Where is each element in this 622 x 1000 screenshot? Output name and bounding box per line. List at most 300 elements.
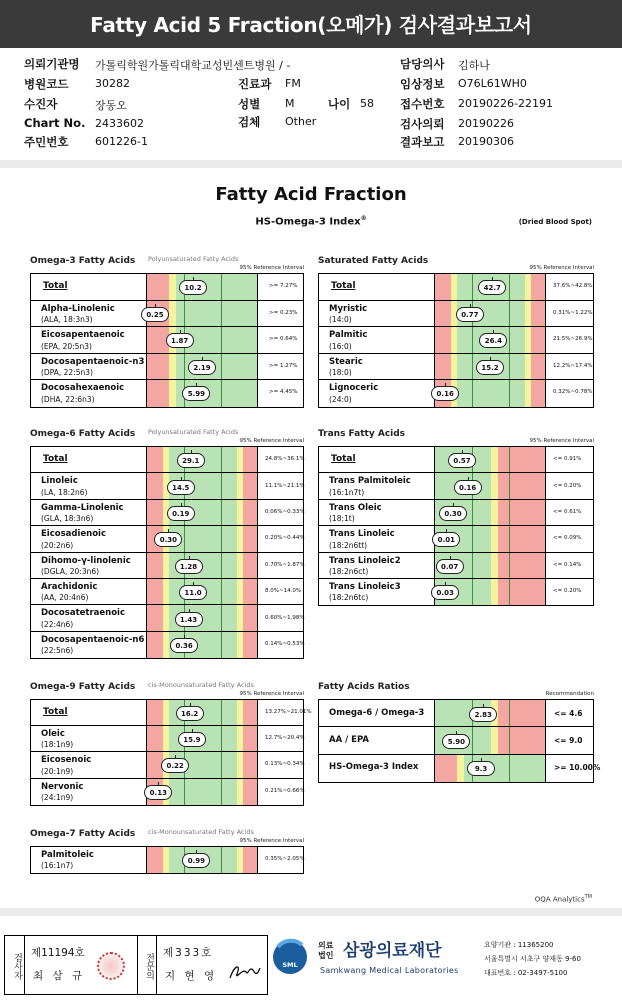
range-zone: [243, 605, 258, 630]
doctor-label: 담당의사: [400, 57, 445, 71]
row-abbr: (GLA, 18:3n6): [41, 514, 94, 524]
range-zone: [457, 755, 464, 782]
value-tick: [184, 635, 185, 638]
range-zone: [451, 274, 458, 300]
report-title: Fatty Acid 5 Fraction(오메가) 검사결과보고서: [90, 13, 532, 37]
row-name: Total: [43, 454, 68, 465]
range-zone: [243, 700, 258, 725]
saturated-table: [318, 273, 594, 408]
org-english: Samkwang Medical Laboratories: [320, 966, 459, 975]
range-zone: [525, 354, 532, 380]
range-zone: [169, 301, 176, 327]
value-tick: [490, 357, 491, 360]
oqa-label: [535, 894, 592, 903]
row-name: Linoleic: [41, 476, 78, 487]
reference-range: 0.32%~0.78%: [553, 389, 593, 396]
saturated-title: Saturated Fatty Acids: [318, 256, 429, 266]
range-zone: [435, 755, 457, 782]
row-name: Eicosadienoic: [41, 529, 106, 540]
range-zone: [169, 274, 176, 300]
inst-label: 의뢰기관명: [24, 57, 80, 71]
range-zone: [237, 447, 244, 472]
receipt-label: 접수번호: [400, 97, 445, 111]
doctor-no: 제333호: [163, 947, 214, 959]
table-row: [31, 553, 303, 579]
range-zone: [147, 500, 163, 525]
trans-title: Trans Fatty Acids: [318, 429, 406, 439]
reference-range: 0.31%~1.22%: [553, 309, 593, 316]
range-zone: [531, 327, 546, 353]
value-tick: [168, 529, 169, 532]
row-name: Myristic: [329, 303, 368, 314]
org-name: 삼광의료재단: [343, 941, 442, 961]
row-name: Dihomo-γ-linolenic: [41, 555, 131, 566]
range-zone: [498, 700, 546, 726]
omega3-subtitle: Polyunsaturated Fatty Acids: [148, 255, 239, 263]
reference-range: <= 0.91%: [553, 456, 582, 463]
grid-line: [184, 779, 185, 805]
reference-range: 0.20%~0.44%: [265, 535, 305, 542]
value-tick: [180, 330, 181, 333]
value-tick: [158, 782, 159, 785]
value-bubble: 0.30: [439, 506, 467, 521]
range-bar: [434, 473, 546, 498]
value-bubble: 0.13: [144, 785, 172, 800]
row-abbr: (16:1n7t): [329, 487, 365, 497]
org-prefix2: 법인: [318, 951, 334, 960]
table-row: [319, 579, 593, 605]
value-tick: [462, 450, 463, 453]
range-zone: [498, 553, 546, 578]
value-bubble: 0.03: [431, 585, 459, 600]
value-tick: [193, 582, 194, 585]
range-zone: [147, 847, 163, 873]
table-row: [319, 301, 593, 328]
value-bubble: 0.57: [448, 453, 476, 468]
range-zone: [163, 605, 170, 630]
grid-line: [509, 579, 510, 605]
range-zone: [498, 500, 546, 525]
range-zone: [147, 447, 163, 472]
range-zone: [451, 327, 458, 353]
table-row: [31, 779, 303, 805]
grid-line: [221, 301, 222, 327]
value-bubble: 15.2: [476, 360, 504, 375]
saturated-ref-label: 95% Reference Interval: [529, 265, 594, 271]
sex-label: 성별: [238, 97, 261, 111]
tester-seal: [97, 952, 125, 980]
range-zone: [498, 447, 546, 472]
range-zone: [163, 579, 170, 604]
range-zone: [491, 727, 498, 753]
value-bubble: 1.87: [166, 333, 194, 348]
row-abbr: (24:0): [329, 394, 352, 404]
sample-type: (Dried Blood Spot): [518, 218, 592, 226]
range-zone: [147, 274, 169, 300]
reference-range: 0.60%~1.98%: [265, 614, 305, 621]
grid-line: [221, 500, 222, 525]
grid-line: [509, 380, 510, 407]
inst-value: 가톨릭학원가톨릭대학교성빈센트병원 / -: [95, 59, 291, 72]
grid-line: [221, 553, 222, 578]
row-abbr: (DGLA, 20:3n6): [41, 566, 100, 576]
value-tick: [456, 731, 457, 734]
dept-label: 진료과: [238, 77, 272, 91]
resid-value: 601226-1: [95, 135, 148, 148]
omega3-title: Omega-3 Fatty Acids: [30, 256, 136, 266]
grid-line: [221, 274, 222, 300]
range-bar: [146, 473, 258, 498]
value-bubble: 0.16: [454, 480, 482, 495]
range-zone: [531, 380, 546, 407]
value-tick: [189, 609, 190, 612]
value-bubble: 1.43: [175, 612, 203, 627]
row-abbr: (16:1n7): [41, 861, 74, 870]
range-zone: [169, 779, 236, 805]
range-zone: [163, 726, 170, 751]
index-label: HS-Omega-3 Index: [255, 216, 361, 228]
range-zone: [525, 274, 532, 300]
omega3-table: [30, 273, 304, 408]
row-name: Docosapentaenoic-n3: [41, 356, 145, 367]
range-zone: [531, 301, 546, 327]
range-zone: [237, 847, 244, 873]
range-zone: [147, 380, 169, 407]
range-zone: [163, 847, 170, 873]
reference-range: <= 0.09%: [553, 535, 582, 542]
range-zone: [243, 779, 258, 805]
value-bubble: 5.90: [442, 734, 470, 749]
reference-range: 12.7%~20.4%: [265, 735, 305, 742]
range-zone: [163, 700, 170, 725]
range-zone: [243, 500, 258, 525]
patient-info: [0, 52, 622, 152]
row-name: Total: [331, 454, 356, 465]
clinical-value: O76L61WH0: [458, 77, 527, 90]
chart-value: 2433602: [95, 117, 144, 130]
grid-line: [509, 500, 510, 525]
value-bubble: 11.0: [179, 585, 207, 600]
row-abbr: (24:1n9): [41, 792, 74, 802]
range-zone: [531, 354, 546, 380]
value-tick: [193, 277, 194, 280]
range-zone: [243, 579, 258, 604]
signature-footer: [0, 930, 622, 1000]
range-zone: [237, 779, 244, 805]
table-row: [319, 526, 593, 552]
row-name: Trans Oleic: [329, 502, 382, 513]
range-zone: [243, 632, 258, 658]
reference-range: 0.70%~1.87%: [265, 561, 305, 568]
value-tick: [181, 477, 182, 480]
omega9-subtitle: cis-Monounsaturated Fatty Acids: [148, 681, 254, 689]
sml-logo-icon: [270, 935, 310, 975]
omega9-ref-label: 95% Reference Interval: [239, 691, 304, 697]
row-abbr: (ALA, 18:3n3): [41, 315, 93, 324]
row-name: Palmitic: [329, 330, 368, 340]
value-bubble: 0.19: [167, 506, 195, 521]
recommendation: >= 10.00%: [554, 763, 601, 773]
range-zone: [243, 447, 258, 472]
grid-line: [509, 274, 510, 300]
table-row: [31, 473, 303, 499]
table-row: [319, 700, 593, 727]
table-row: [31, 752, 303, 778]
row-abbr: (20:2n6): [41, 540, 74, 550]
grid-line: [221, 473, 222, 498]
row-name: Trans Linoleic3: [329, 581, 401, 592]
table-row: [319, 354, 593, 381]
grid-line: [509, 327, 510, 353]
range-zone: [237, 579, 244, 604]
sml-logo: [270, 935, 310, 975]
table-row: [31, 354, 303, 381]
grid-line: [472, 354, 473, 380]
range-zone: [243, 726, 258, 751]
table-row: [31, 632, 303, 658]
range-zone: [243, 473, 258, 498]
range-zone: [498, 579, 546, 605]
range-bar: [146, 632, 258, 658]
row-name: Docosatetraenoic: [41, 608, 125, 619]
value-bubble: 29.1: [177, 453, 205, 468]
org-address: 서울특별시 서초구 양재동 9-60: [484, 955, 581, 963]
value-bubble: 15.9: [178, 732, 206, 747]
value-tick: [445, 383, 446, 386]
receipt-value: 20190226-22191: [458, 97, 553, 110]
value-tick: [181, 503, 182, 506]
grid-line: [472, 274, 473, 300]
grid-line: [509, 354, 510, 380]
grid-line: [472, 380, 473, 407]
doctor-value: 김하나: [458, 59, 490, 72]
age-value: 58: [360, 97, 374, 110]
omega9-title: Omega-9 Fatty Acids: [30, 682, 136, 692]
reference-range: <= 0.14%: [553, 561, 582, 568]
tester-name: 최 삼 규: [33, 970, 86, 982]
value-bubble: 10.2: [179, 280, 207, 295]
value-bubble: 0.16: [431, 386, 459, 401]
table-row: [319, 727, 593, 754]
range-zone: [498, 473, 546, 498]
range-zone: [147, 605, 163, 630]
table-row: [31, 605, 303, 631]
reference-range: 0.13%~0.34%: [265, 761, 305, 768]
range-bar: [146, 500, 258, 525]
reference-range: >= 0.23%: [269, 309, 298, 316]
reference-range: <= 0.20%: [553, 588, 582, 595]
grid-line: [472, 553, 473, 578]
table-row: [31, 274, 303, 301]
doctor-sign-label: 전문의: [137, 936, 157, 994]
grid-line: [221, 579, 222, 604]
row-name: Docosahexaenoic: [41, 383, 125, 393]
value-bubble: 5.99: [182, 386, 210, 401]
omega7-title: Omega-7 Fatty Acids: [30, 829, 136, 839]
table-row: [319, 500, 593, 526]
row-abbr: (18:1t): [329, 514, 355, 524]
row-name: Total: [43, 281, 68, 292]
row-abbr: (18:2n6tt): [329, 540, 368, 550]
value-bubble: 0.77: [456, 307, 484, 322]
range-zone: [147, 726, 163, 751]
clinical-label: 임상정보: [400, 77, 445, 91]
row-abbr: (18:2n6tc): [329, 593, 369, 603]
row-name: Lignoceric: [329, 383, 379, 393]
row-name: Eicosenoic: [41, 755, 92, 766]
value-bubble: 14.5: [167, 480, 195, 495]
grid-line: [184, 526, 185, 551]
range-zone: [147, 579, 163, 604]
row-name: Eicosapentaenoic: [41, 330, 125, 340]
value-bubble: 0.07: [436, 559, 464, 574]
org-prefix1: 의료: [318, 941, 334, 950]
row-name: Omega-6 / Omega-3: [329, 707, 425, 718]
trans-table: [318, 446, 594, 606]
hosp-label: 병원코드: [24, 77, 69, 91]
recommendation: <= 4.6: [554, 708, 583, 718]
oqa-text: OQA Analytics: [534, 895, 585, 904]
range-zone: [525, 380, 532, 407]
grid-line: [472, 579, 473, 605]
doctor-name: 지 현 영: [165, 970, 218, 982]
trans-ref-label: 95% Reference Interval: [529, 438, 594, 444]
patient-label: 수진자: [24, 97, 58, 111]
value-tick: [468, 477, 469, 480]
range-zone: [147, 700, 163, 725]
reference-range: >= 4.45%: [269, 389, 298, 396]
table-row: [319, 553, 593, 579]
ratios-table: [318, 699, 601, 783]
grid-line: [472, 526, 473, 551]
value-bubble: 0.36: [170, 638, 198, 653]
omega7-ref-label: 95% Reference Interval: [239, 838, 304, 844]
omega3-ref-label: 95% Reference Interval: [239, 265, 304, 271]
grid-line: [509, 700, 510, 726]
table-row: [31, 526, 303, 552]
row-name: Alpha-Linolenic: [41, 303, 115, 314]
range-zone: [531, 274, 546, 300]
table-row: [319, 274, 593, 301]
value-tick: [492, 277, 493, 280]
range-zone: [237, 752, 244, 777]
grid-line: [221, 726, 222, 751]
value-bubble: 9.3: [467, 761, 495, 776]
range-zone: [491, 473, 498, 498]
grid-line: [221, 605, 222, 630]
range-zone: [451, 354, 458, 380]
omega6-subtitle: Polyunsaturated Fatty Acids: [148, 428, 239, 436]
range-bar: [434, 301, 546, 327]
value-bubble: 16.2: [176, 706, 204, 721]
value-tick: [196, 850, 197, 853]
value-tick: [202, 357, 203, 360]
chart-label: Chart No.: [24, 116, 86, 130]
value-bubble: 42.7: [478, 280, 506, 295]
reference-range: 11.1%~21.1%: [265, 482, 305, 489]
grid-line: [221, 327, 222, 353]
range-zone: [435, 354, 451, 380]
patient-value: 장동오: [95, 99, 127, 112]
row-abbr: (18:1n9): [41, 740, 74, 750]
range-zone: [176, 301, 258, 327]
grid-line: [509, 473, 510, 498]
omega6-title: Omega-6 Fatty Acids: [30, 429, 136, 439]
row-name: Total: [331, 281, 356, 292]
row-abbr: (18:0): [329, 368, 352, 377]
registered-mark: ®: [360, 215, 367, 222]
reference-range: 0.14%~0.53%: [265, 640, 305, 647]
reference-range: <= 0.61%: [553, 508, 582, 515]
row-abbr: (AA, 20:4n6): [41, 593, 89, 603]
value-tick: [190, 703, 191, 706]
range-zone: [243, 847, 258, 873]
reference-range: 0.21%~0.66%: [265, 787, 305, 794]
row-name: Trans Linoleic: [329, 529, 395, 540]
value-tick: [470, 304, 471, 307]
reference-range: >= 7.27%: [269, 283, 298, 290]
omega6-ref-label: 95% Reference Interval: [239, 438, 304, 444]
value-bubble: 2.19: [188, 360, 216, 375]
resid-label: 주민번호: [24, 135, 69, 149]
report-header: [0, 0, 622, 48]
reference-range: 0.35%~2.05%: [265, 856, 305, 862]
range-zone: [147, 354, 169, 380]
row-name: Trans Palmitoleic: [329, 476, 411, 487]
signature-box: [4, 935, 268, 995]
table-row: [31, 700, 312, 726]
row-name: Arachidonic: [41, 581, 98, 592]
value-tick: [446, 529, 447, 532]
row-name: Nervonic: [41, 781, 84, 792]
row-abbr: (DHA, 22:6n3): [41, 394, 95, 404]
oqa-tm: TM: [584, 894, 592, 900]
row-abbr: (22:4n6): [41, 619, 74, 629]
range-zone: [163, 447, 170, 472]
table-row: [31, 447, 303, 473]
value-tick: [155, 304, 156, 307]
grid-line: [221, 847, 222, 873]
doctor-signature-icon: [227, 962, 261, 984]
value-bubble: 26.4: [479, 333, 507, 348]
table-row: [31, 847, 303, 873]
omega7-subtitle: cis-Monounsaturated Fatty Acids: [148, 828, 254, 836]
range-zone: [525, 327, 532, 353]
reference-range: 37.6%~42.8%: [553, 283, 593, 290]
grid-line: [221, 447, 222, 472]
reference-range: 0.06%~0.33%: [265, 508, 305, 515]
table-row: [31, 380, 303, 407]
reference-range: >= 1.27%: [269, 362, 298, 369]
row-abbr: (20:1n9): [41, 766, 74, 776]
grid-line: [221, 632, 222, 658]
grid-line: [221, 354, 222, 380]
row-abbr: (14:0): [329, 315, 352, 324]
grid-line: [509, 755, 510, 782]
range-zone: [435, 301, 451, 327]
row-name: Trans Linoleic2: [329, 555, 401, 566]
row-abbr: (18:2n6ct): [329, 566, 369, 576]
table-row: [31, 500, 303, 526]
table-row: [31, 579, 303, 605]
range-zone: [491, 553, 498, 578]
value-tick: [493, 330, 494, 333]
range-zone: [243, 553, 258, 578]
reference-range: 21.5%~26.9%: [553, 336, 593, 343]
grid-line: [184, 301, 185, 327]
grid-line: [184, 354, 185, 380]
grid-line: [221, 526, 222, 551]
